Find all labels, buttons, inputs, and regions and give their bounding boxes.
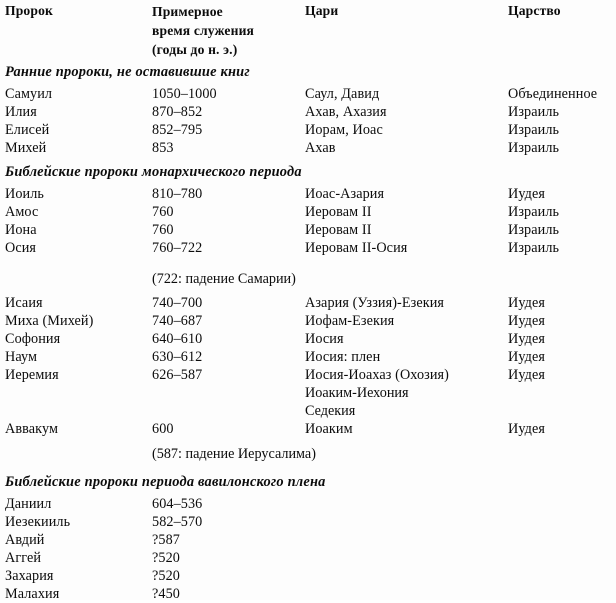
cell-period: 853 xyxy=(152,140,174,156)
cell-prophet: Аггей xyxy=(5,550,42,566)
cell-prophet: Илия xyxy=(5,104,37,120)
table-row xyxy=(0,330,616,348)
cell-kingdom: Израиль xyxy=(508,140,560,156)
cell-prophet: Даниил xyxy=(5,496,52,512)
table-row xyxy=(0,139,616,157)
table-row xyxy=(0,121,616,139)
cell-kings: Иеровам II-Осия xyxy=(305,240,408,256)
column-header-period xyxy=(152,2,254,59)
cell-kings: Иоас-Азария xyxy=(305,186,385,202)
table-row xyxy=(0,567,616,585)
cell-period: ?587 xyxy=(152,532,180,548)
section-heading-early-prophets: Ранние пророки, не оставившие книг xyxy=(5,64,250,80)
cell-kings: Иосия xyxy=(305,331,344,347)
cell-kingdom: Израиль xyxy=(508,204,560,220)
cell-prophet: Наум xyxy=(5,349,38,365)
cell-period: ?520 xyxy=(152,568,180,584)
cell-prophet: Елисей xyxy=(5,122,50,138)
table-row xyxy=(0,513,616,531)
column-header-period-line3: (годы до н. э.) xyxy=(152,42,238,57)
table-row xyxy=(0,239,616,257)
cell-kingdom: Иудея xyxy=(508,349,545,365)
cell-prophet: Исаия xyxy=(5,295,43,311)
cell-kings: Ахав, Ахазия xyxy=(305,104,387,120)
cell-kingdom: Иудея xyxy=(508,186,545,202)
cell-prophet: Амос xyxy=(5,204,39,220)
cell-kings: Иосия-Иоахаз (Охозия) xyxy=(305,367,449,383)
table-header-row xyxy=(0,2,616,20)
cell-kings: Иофам-Езекия xyxy=(305,313,395,329)
table-row xyxy=(0,221,616,239)
cell-prophet: Софония xyxy=(5,331,61,347)
cell-prophet: Иоиль xyxy=(5,186,44,202)
cell-prophet: Осия xyxy=(5,240,37,256)
cell-prophet: Иона xyxy=(5,222,37,238)
cell-kings: Иеровам II xyxy=(305,204,372,220)
cell-period: 604–536 xyxy=(152,496,203,512)
cell-kingdom: Иудея xyxy=(508,295,545,311)
column-header-kingdom: Царство xyxy=(508,3,561,18)
cell-kingdom: Объединенное xyxy=(508,86,598,102)
cell-kingdom: Иудея xyxy=(508,313,545,329)
cell-kings: Иосия: плен xyxy=(305,349,381,365)
cell-kingdom: Израиль xyxy=(508,104,560,120)
event-note-fall-of-samaria: (722: падение Самарии) xyxy=(152,271,296,287)
cell-period: ?520 xyxy=(152,550,180,566)
cell-period: 760 xyxy=(152,222,174,238)
cell-kingdom: Иудея xyxy=(508,421,545,437)
cell-period: 760–722 xyxy=(152,240,203,256)
cell-kingdom: Израиль xyxy=(508,240,560,256)
table-row xyxy=(0,549,616,567)
table-row xyxy=(0,531,616,549)
table-row xyxy=(0,312,616,330)
column-header-period-line1: Примерное xyxy=(152,4,223,19)
cell-period: 1050–1000 xyxy=(152,86,217,102)
cell-kingdom: Иудея xyxy=(508,331,545,347)
cell-prophet: Михей xyxy=(5,140,47,156)
table-row xyxy=(0,185,616,203)
column-header-prophet: Пророк xyxy=(5,3,54,18)
table-row xyxy=(0,348,616,366)
cell-period: 630–612 xyxy=(152,349,203,365)
column-header-period-line2: время служения xyxy=(152,23,255,38)
event-note-fall-of-jerusalem: (587: падение Иерусалима) xyxy=(152,446,316,462)
cell-kingdom: Израиль xyxy=(508,222,560,238)
cell-prophet: Иеремия xyxy=(5,367,59,383)
cell-period: 810–780 xyxy=(152,186,203,202)
cell-prophet: Малахия xyxy=(5,586,60,602)
cell-kings: Иеровам II xyxy=(305,222,372,238)
cell-prophet: Иезекииль xyxy=(5,514,71,530)
cell-period: 870–852 xyxy=(152,104,203,120)
cell-period: 626–587 xyxy=(152,367,203,383)
cell-kings: Иоаким xyxy=(305,421,353,437)
cell-kings-continued: Седекия xyxy=(305,403,356,419)
cell-period: 852–795 xyxy=(152,122,203,138)
cell-kings: Иорам, Иоас xyxy=(305,122,383,138)
table-row xyxy=(0,585,616,603)
cell-period: 582–570 xyxy=(152,514,203,530)
cell-prophet: Миха (Михей) xyxy=(5,313,94,329)
table-row xyxy=(0,495,616,513)
table-row xyxy=(0,85,616,103)
cell-period: 740–700 xyxy=(152,295,203,311)
cell-kings: Ахав xyxy=(305,140,336,156)
section-heading-monarchic-period: Библейские пророки монархического периода xyxy=(5,164,302,180)
table-row xyxy=(0,203,616,221)
column-header-kings: Цари xyxy=(305,3,339,18)
cell-kings: Азария (Уззия)-Езекия xyxy=(305,295,445,311)
cell-kings: Саул, Давид xyxy=(305,86,380,102)
section-heading-babylonian-exile: Библейские пророки периода вавилонского плена xyxy=(5,474,326,490)
cell-kingdom: Иудея xyxy=(508,367,545,383)
table-row xyxy=(0,103,616,121)
cell-period: 760 xyxy=(152,204,174,220)
cell-kingdom: Израиль xyxy=(508,122,560,138)
cell-period: ?450 xyxy=(152,586,180,602)
cell-kings-continued: Иоаким-Иехония xyxy=(305,385,409,401)
cell-period: 740–687 xyxy=(152,313,203,329)
cell-prophet: Аввакум xyxy=(5,421,59,437)
cell-period: 600 xyxy=(152,421,174,437)
cell-prophet: Самуил xyxy=(5,86,53,102)
cell-period: 640–610 xyxy=(152,331,203,347)
cell-prophet: Авдий xyxy=(5,532,45,548)
table-row xyxy=(0,294,616,312)
table-row xyxy=(0,366,616,384)
table-row xyxy=(0,420,616,438)
cell-prophet: Захария xyxy=(5,568,54,584)
